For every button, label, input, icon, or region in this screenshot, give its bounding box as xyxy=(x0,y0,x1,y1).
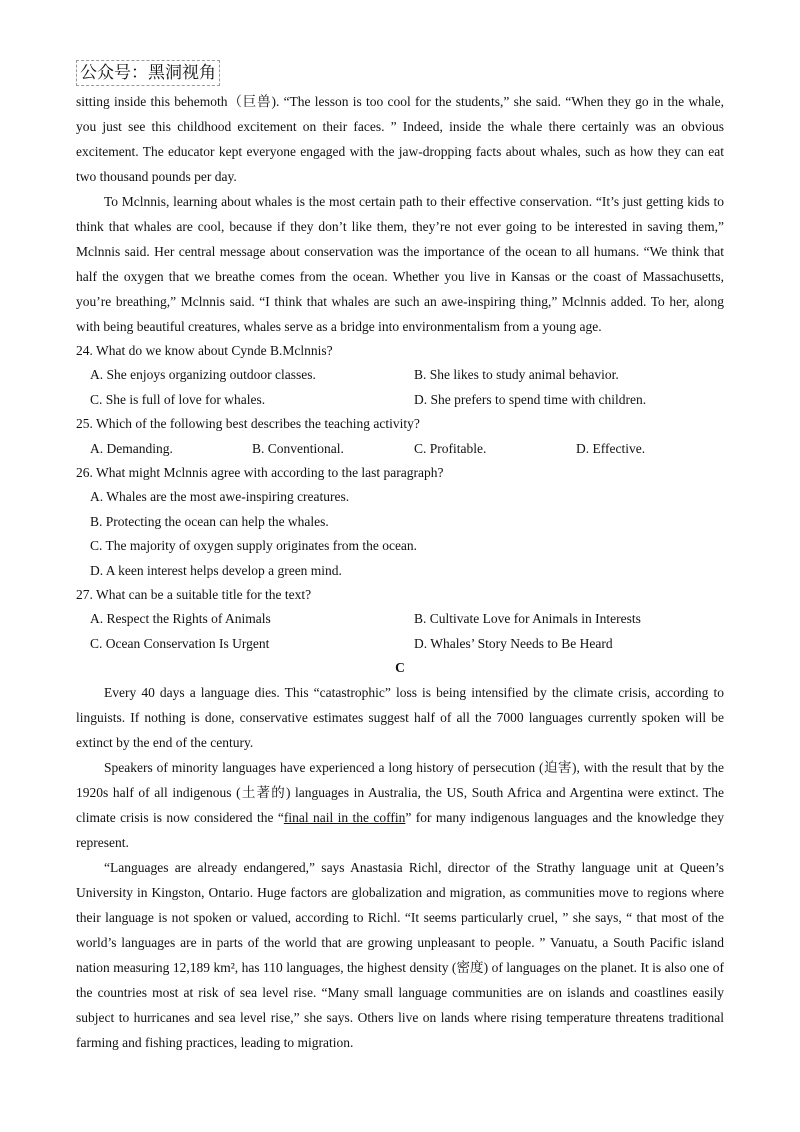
paragraph-b1: sitting inside this behemoth（巨兽). “The lesson is too cool for the students,” she said. “When they go in the whale, you just see this childhood excitement on their faces. ” Indeed, inside the whale there certainly was an obvious excitement. The educator kept everyone engaged with the jaw-dropping facts about whales, such as how they can eat two thousand pounds per day. xyxy=(76,94,724,184)
option-26d[interactable]: D. A keen interest helps develop a green mind. xyxy=(90,562,342,578)
watermark-label: 公众号：黑洞视角 xyxy=(76,60,220,86)
underlined-phrase: final nail in the coffin xyxy=(283,810,406,826)
document-page xyxy=(76,89,724,1055)
option-27a[interactable]: A. Respect the Rights of Animals xyxy=(90,611,271,627)
question-25-options xyxy=(76,437,724,461)
section-c-heading: C xyxy=(395,660,405,676)
option-26a[interactable]: A. Whales are the most awe-inspiring creatures. xyxy=(90,489,350,505)
question-24-stem: 24. What do we know about Cynde B.Mclnnis? xyxy=(76,343,333,358)
option-27d[interactable]: D. Whales’ Story Needs to Be Heard xyxy=(414,635,613,651)
option-24d[interactable]: D. She prefers to spend time with children. xyxy=(414,391,647,407)
question-25-stem: 25. Which of the following best describes the teaching activity? xyxy=(76,416,420,432)
option-25c[interactable]: C. Profitable. xyxy=(414,440,487,456)
option-26c[interactable]: C. The majority of oxygen supply originates from the ocean. xyxy=(90,538,418,554)
option-27c[interactable]: C. Ocean Conservation Is Urgent xyxy=(90,635,270,651)
question-26-stem: 26. What might Mclnnis agree with according to the last paragraph? xyxy=(76,465,444,481)
question-24-options-row2 xyxy=(76,388,724,412)
option-24b[interactable]: B. She likes to study animal behavior. xyxy=(414,367,619,383)
paragraph-b2: To Mclnnis, learning about whales is the most certain path to their effective conservation. “It’s just getting kids to think that whales are cool, because if they don’t like them, they’re not ever going to be interested in saving them,” Mclnnis said. Her central message about conservation was the importance of the ocean to all humans. “We think that half the oxygen that we breathe comes from the ocean. Whether you live in Kansas or the coast of Massachusetts, you’re breathing,” Mclnnis said. “I think that whales are such an awe-inspiring thing,” Mclnnis added. To her, along with being beautiful creatures, whales serve as a bridge into environmentalism from a young age. xyxy=(76,194,724,334)
paragraph-c2-text-before: Speakers of minority languages have experienced a long history of persecution (迫害), with the result that by the 1920s half of all indigenous (土著的) languages in Australia, the US, South Africa and Argentina were extinct. The climate crisis is now considered the “ xyxy=(76,760,724,826)
option-25a[interactable]: A. Demanding. xyxy=(90,440,173,456)
option-27b[interactable]: B. Cultivate Love for Animals in Interests xyxy=(414,611,641,627)
option-24c[interactable]: C. She is full of love for whales. xyxy=(90,391,266,407)
option-26b[interactable]: B. Protecting the ocean can help the whales. xyxy=(90,513,329,529)
option-25d[interactable]: D. Effective. xyxy=(576,440,646,456)
paragraph-c1: Every 40 days a language dies. This “catastrophic” loss is being intensified by the climate crisis, according to linguists. If nothing is done, conservative estimates suggest half of all the 7000 languages currently spoken will be extinct by the end of the century. xyxy=(76,685,724,751)
question-27-options-row2 xyxy=(76,632,724,656)
option-24a[interactable]: A. She enjoys organizing outdoor classes. xyxy=(90,367,316,383)
paragraph-c2 xyxy=(76,755,724,855)
paragraph-c3: “Languages are already endangered,” says Anastasia Richl, director of the Strathy language unit at Queen’s University in Kingston, Ontario. Huge factors are globalization and migration, as communities move to regions where their language is not spoken or valued, according to Richl. “It seems particularly cruel, ” she says, “ that most of the world’s languages are in parts of the world that are growing unpleasant to people. ” Vanuatu, a South Pacific island nation measuring 12,189 km², has 110 languages, the highest density (密度) of languages on the planet. It is also one of the countries most at risk of sea level rise. “Many small language communities are on islands and coastlines easily subject to hurricanes and sea level rise,” she says. Others live on lands where rising temperature threatens traditional farming and fishing practices, leading to migration. xyxy=(76,860,724,1051)
question-27-stem: 27. What can be a suitable title for the text? xyxy=(76,587,312,603)
question-27-options-row1 xyxy=(76,607,724,631)
paragraph-c2-text-after: ” for many indigenous languages and the knowledge they represent. xyxy=(76,810,724,851)
question-24-options-row1 xyxy=(76,363,724,387)
option-25b[interactable]: B. Conventional. xyxy=(252,440,344,456)
